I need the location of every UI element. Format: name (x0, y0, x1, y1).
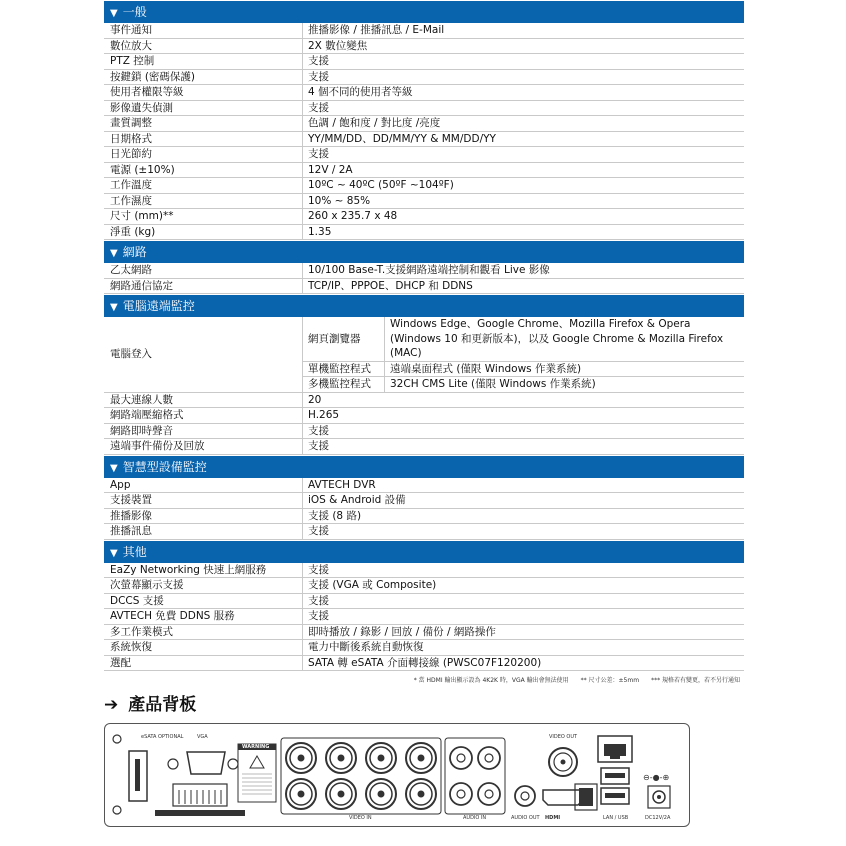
spec-sheet (104, 0, 744, 684)
option-value (385, 377, 596, 392)
warning-text: WARNING (242, 744, 270, 750)
triangle-down-icon: ▼ (110, 462, 118, 474)
row-value: iOS & Android 設備 (308, 494, 406, 506)
spec-row (104, 524, 744, 540)
section-header (104, 1, 744, 23)
row-label: 使用者權限等級 (104, 85, 303, 100)
row-label: 數位放大 (104, 39, 303, 54)
row-value: 2X 數位變焦 (308, 39, 368, 52)
row-label: 系統恢復 (104, 640, 303, 655)
row-label: DCCS 支援 (104, 594, 303, 609)
row-value: 支援 (VGA 或 Composite) (308, 579, 437, 591)
section-header (104, 241, 744, 263)
spec-row (104, 478, 744, 494)
esata-label: eSATA OPTIONAL (141, 734, 184, 740)
vga-port (187, 752, 225, 774)
remote-option-row (303, 317, 744, 362)
remote-login-options (303, 317, 744, 392)
footnote: *** 規格若有變更，若不另行通知 (651, 677, 740, 684)
row-value: 支援 (308, 55, 329, 67)
row-label: 網路端壓縮格式 (104, 408, 303, 423)
row-value: 10ºC ~ 40ºC (50ºF ~104ºF) (308, 179, 454, 191)
row-value: 10% ~ 85% (308, 194, 371, 207)
remote-login-row (104, 317, 744, 393)
option-label: 單機監控程式 (303, 362, 385, 377)
audio-in-label: AUDIO IN (463, 815, 487, 821)
row-value: 260 x 235.7 x 48 (308, 210, 398, 222)
rca-port (450, 783, 472, 805)
row-label: 工作溫度 (104, 178, 303, 193)
section-title: 網路 (122, 245, 147, 259)
rca-port (450, 747, 472, 769)
footnote: ** 尺寸公差：±5mm (580, 677, 640, 684)
warning-icon (250, 756, 264, 768)
row-label: 遠端事件備份及回放 (104, 439, 303, 454)
row-label: 畫質調整 (104, 116, 303, 131)
spec-row (104, 424, 744, 440)
rear-panel-drawing (105, 724, 688, 825)
row-value: 4 個不同的使用者等級 (308, 86, 413, 98)
option-value (385, 362, 581, 377)
arrow-right-icon: ➔ (104, 695, 119, 715)
spec-row (104, 493, 744, 509)
row-label: 事件通知 (104, 23, 303, 38)
spec-row (104, 656, 744, 672)
spec-row (104, 594, 744, 610)
row-value: 支援 (8 路) (308, 509, 362, 522)
row-value: 1.35 (308, 225, 332, 238)
row-value: 支援 (308, 525, 329, 537)
spec-row (104, 70, 744, 86)
terminal-block (173, 784, 227, 806)
row-label: 日期格式 (104, 132, 303, 147)
triangle-down-icon: ▼ (110, 547, 118, 559)
option-value-line: Windows Edge、Google Chrome、Mozilla Firefox & Opera (390, 318, 691, 330)
row-label: EaZy Networking 快速上網服務 (104, 563, 303, 578)
lan-usb-label: LAN / USB (603, 815, 629, 821)
row-label: AVTECH 免費 DDNS 服務 (104, 609, 303, 624)
spec-row (104, 39, 744, 55)
row-value: 12V / 2A (308, 163, 353, 176)
option-value-line: (Windows 10 和更新版本)，以及 Google Chrome & Mozilla Firefox (390, 332, 724, 345)
row-label: PTZ 控制 (104, 54, 303, 69)
row-value: YY/MM/DD、DD/MM/YY & MM/DD/YY (308, 132, 496, 145)
remote-option-row (303, 362, 744, 378)
spec-row (104, 132, 744, 148)
row-value: AVTECH DVR (308, 478, 376, 491)
triangle-down-icon: ▼ (110, 8, 118, 19)
hdmi-label: HDMI (545, 815, 561, 821)
esata-slot (135, 759, 140, 791)
row-label: App (104, 478, 303, 493)
spec-row (104, 439, 744, 455)
row-value: 支援 (308, 610, 329, 622)
row-label: 多工作業模式 (104, 625, 303, 640)
spec-row (104, 225, 744, 241)
spec-row (104, 101, 744, 117)
audio-in-ports (450, 747, 500, 805)
row-value: H.265 (308, 409, 340, 421)
section-title: 其他 (122, 544, 147, 559)
spec-row (104, 178, 744, 194)
row-label: 乙太網路 (104, 263, 303, 278)
spec-row (104, 578, 744, 594)
spec-row (104, 393, 744, 409)
video-out-label: VIDEO OUT (549, 734, 578, 740)
spec-row (104, 23, 744, 39)
row-label: 推播影像 (104, 509, 303, 524)
spec-row (104, 54, 744, 70)
triangle-down-icon: ▼ (110, 302, 118, 313)
row-label: 電腦登入 (104, 317, 303, 392)
row-value: 支援 (308, 594, 329, 607)
option-value-line: 遠端桌面程式 (僅限 Windows 作業系統) (390, 362, 582, 375)
row-value: 支援 (308, 148, 329, 160)
row-label: 工作濕度 (104, 194, 303, 209)
spec-row (104, 194, 744, 210)
svg-text:⊖-●-⊕: ⊖-●-⊕ (643, 773, 670, 782)
rear-panel-title: 產品背板 (128, 695, 197, 715)
row-value: TCP/IP、PPPOE、DHCP 和 DDNS (308, 279, 473, 292)
spec-row (104, 147, 744, 163)
row-value: 色調 / 飽和度 / 對比度 /亮度 (308, 117, 441, 129)
row-label: 日光節約 (104, 147, 303, 162)
row-label: 淨重 (kg) (104, 225, 303, 240)
row-value: 支援 (308, 70, 329, 83)
triangle-down-icon: ▼ (110, 248, 118, 259)
spec-row (104, 279, 744, 295)
row-label: 選配 (104, 656, 303, 671)
row-label: 網路通信協定 (104, 279, 303, 294)
spec-row (104, 609, 744, 625)
row-value: 支援 (308, 440, 329, 452)
row-label: 最大連線人數 (104, 393, 303, 408)
spec-row (104, 116, 744, 132)
row-label: 次螢幕顯示支援 (104, 578, 303, 593)
footnote: * 當 HDMI 輸出顯示設為 4K2K 時，VGA 輸出會無法使用 (413, 677, 569, 684)
warning-label (238, 744, 276, 802)
row-label: 按鍵鎖 (密碼保護) (104, 70, 303, 85)
rear-panel-heading (104, 690, 196, 715)
section-header (104, 541, 744, 563)
rca-port (478, 783, 500, 805)
row-label: 網路即時聲音 (104, 424, 303, 439)
vga-label: VGA (197, 734, 208, 740)
section-header (104, 295, 744, 317)
row-value: 支援 (308, 563, 329, 576)
spec-row (104, 563, 744, 579)
video-in-group (281, 738, 441, 814)
video-in-ports (286, 743, 436, 809)
video-in-label: VIDEO IN (349, 815, 372, 821)
row-value: 即時播放 / 錄影 / 回放 / 備份 / 網路操作 (308, 625, 496, 638)
row-value: 支援 (308, 424, 329, 437)
dc-label: DC12V/2A (645, 815, 671, 821)
option-label: 網頁瀏覽器 (303, 317, 385, 361)
remote-option-row (303, 377, 744, 392)
row-label: 支援裝置 (104, 493, 303, 508)
audio-out-label: AUDIO OUT (511, 815, 540, 821)
row-label: 影像遺失偵測 (104, 101, 303, 116)
row-value: 20 (308, 393, 322, 406)
section-title: 電腦遠端監控 (122, 299, 195, 313)
row-value: 10/100 Base-T.支援網路遠端控制和觀看 Live 影像 (308, 264, 550, 276)
option-value (385, 317, 723, 361)
section-title: 一般 (122, 5, 147, 19)
spec-row (104, 408, 744, 424)
spec-row (104, 209, 744, 225)
row-value: SATA 轉 eSATA 介面轉接線 (PWSC07F120200) (308, 656, 542, 669)
spec-row (104, 85, 744, 101)
screw-icon (113, 806, 121, 814)
hdmi-port (543, 790, 583, 805)
spec-row (104, 509, 744, 525)
spec-row (104, 263, 744, 279)
row-value: 電力中斷後系統自動恢復 (308, 641, 424, 653)
option-value-line: (MAC) (390, 347, 422, 359)
spec-row (104, 625, 744, 641)
spec-row (104, 640, 744, 656)
row-label: 尺寸 (mm)** (104, 209, 303, 224)
screw-icon (113, 735, 121, 743)
row-value: 推播影像 / 推播訊息 / E-Mail (308, 24, 445, 36)
audio-out-port (515, 786, 535, 806)
section-header (104, 456, 744, 478)
rear-panel-diagram (104, 723, 690, 827)
row-value: 支援 (308, 101, 329, 114)
option-value-line: 32CH CMS Lite (僅限 Windows 作業系統) (390, 378, 596, 390)
footnotes (104, 675, 744, 684)
section-title: 智慧型設備監控 (122, 459, 207, 474)
spec-row (104, 163, 744, 179)
rca-port (478, 747, 500, 769)
row-label: 電源 (±10%) (104, 163, 303, 178)
option-label: 多機監控程式 (303, 377, 385, 392)
row-label: 推播訊息 (104, 524, 303, 539)
